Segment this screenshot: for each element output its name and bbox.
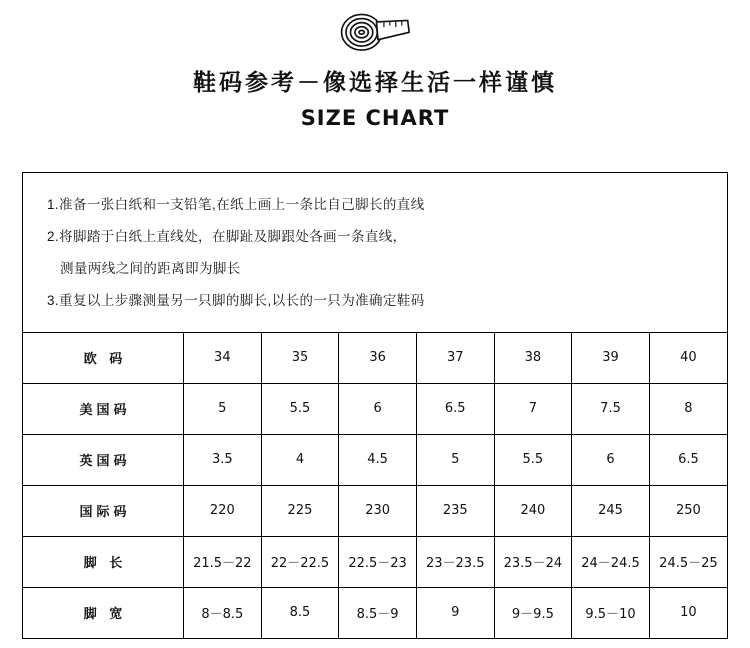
row-label: 英国码 bbox=[23, 434, 184, 485]
table-cell: 38 bbox=[494, 332, 572, 383]
table-row bbox=[23, 383, 727, 434]
table-cell: 22－22.5 bbox=[261, 536, 339, 587]
row-label: 欧 码 bbox=[23, 332, 184, 383]
page-title-cn: 鞋码参考－像选择生活一样谨慎 bbox=[193, 69, 557, 95]
table-cell: 10 bbox=[649, 587, 727, 638]
table-cell: 35 bbox=[261, 332, 339, 383]
table-cell: 5.5 bbox=[261, 383, 339, 434]
table-cell: 24－24.5 bbox=[572, 536, 650, 587]
table-cell: 4.5 bbox=[339, 434, 417, 485]
table-cell: 9－9.5 bbox=[494, 587, 572, 638]
instruction-line-4: 3.重复以上步骤测量另一只脚的脚长,以长的一只为准确定鞋码 bbox=[47, 292, 425, 308]
table-cell: 23－23.5 bbox=[416, 536, 494, 587]
row-label: 美国码 bbox=[23, 383, 184, 434]
size-table bbox=[23, 332, 727, 638]
table-row bbox=[23, 587, 727, 638]
table-cell: 9 bbox=[416, 587, 494, 638]
table-row bbox=[23, 485, 727, 536]
instructions-block bbox=[23, 173, 727, 332]
table-row bbox=[23, 332, 727, 383]
table-cell: 7 bbox=[494, 383, 572, 434]
table-cell: 4 bbox=[261, 434, 339, 485]
table-cell: 9.5－10 bbox=[572, 587, 650, 638]
table-cell: 34 bbox=[184, 332, 262, 383]
table-cell: 23.5－24 bbox=[494, 536, 572, 587]
table-cell: 6.5 bbox=[416, 383, 494, 434]
table-cell: 8.5－9 bbox=[339, 587, 417, 638]
table-row bbox=[23, 434, 727, 485]
table-cell: 6.5 bbox=[649, 434, 727, 485]
table-row bbox=[23, 536, 727, 587]
table-cell: 37 bbox=[416, 332, 494, 383]
table-cell: 8－8.5 bbox=[184, 587, 262, 638]
table-cell: 245 bbox=[572, 485, 650, 536]
measuring-tape-icon bbox=[330, 10, 420, 62]
instruction-line-3: 测量两线之间的距离即为脚长 bbox=[60, 260, 241, 276]
table-cell: 240 bbox=[494, 485, 572, 536]
table-cell: 8.5 bbox=[261, 587, 339, 638]
table-cell: 235 bbox=[416, 485, 494, 536]
table-cell: 220 bbox=[184, 485, 262, 536]
chart-frame bbox=[22, 172, 728, 639]
row-label: 脚 宽 bbox=[23, 587, 184, 638]
instruction-line-2: 2.将脚踏于白纸上直线处，在脚趾及脚跟处各画一条直线， bbox=[47, 228, 407, 244]
table-cell: 6 bbox=[572, 434, 650, 485]
table-cell: 40 bbox=[649, 332, 727, 383]
table-cell: 5 bbox=[184, 383, 262, 434]
table-cell: 22.5－23 bbox=[339, 536, 417, 587]
row-label: 国际码 bbox=[23, 485, 184, 536]
table-cell: 8 bbox=[649, 383, 727, 434]
row-label: 脚 长 bbox=[23, 536, 184, 587]
page-header bbox=[0, 0, 750, 130]
instruction-line-1: 1.准备一张白纸和一支铅笔,在纸上画上一条比自己脚长的直线 bbox=[47, 197, 425, 212]
table-cell: 3.5 bbox=[184, 434, 262, 485]
table-cell: 6 bbox=[339, 383, 417, 434]
table-cell: 230 bbox=[339, 485, 417, 536]
table-cell: 21.5－22 bbox=[184, 536, 262, 587]
table-cell: 225 bbox=[261, 485, 339, 536]
table-cell: 5.5 bbox=[494, 434, 572, 485]
table-cell: 36 bbox=[339, 332, 417, 383]
table-cell: 7.5 bbox=[572, 383, 650, 434]
page-title-en: SIZE CHART bbox=[300, 105, 450, 130]
table-cell: 39 bbox=[572, 332, 650, 383]
table-cell: 250 bbox=[649, 485, 727, 536]
table-cell: 24.5－25 bbox=[649, 536, 727, 587]
table-cell: 5 bbox=[416, 434, 494, 485]
